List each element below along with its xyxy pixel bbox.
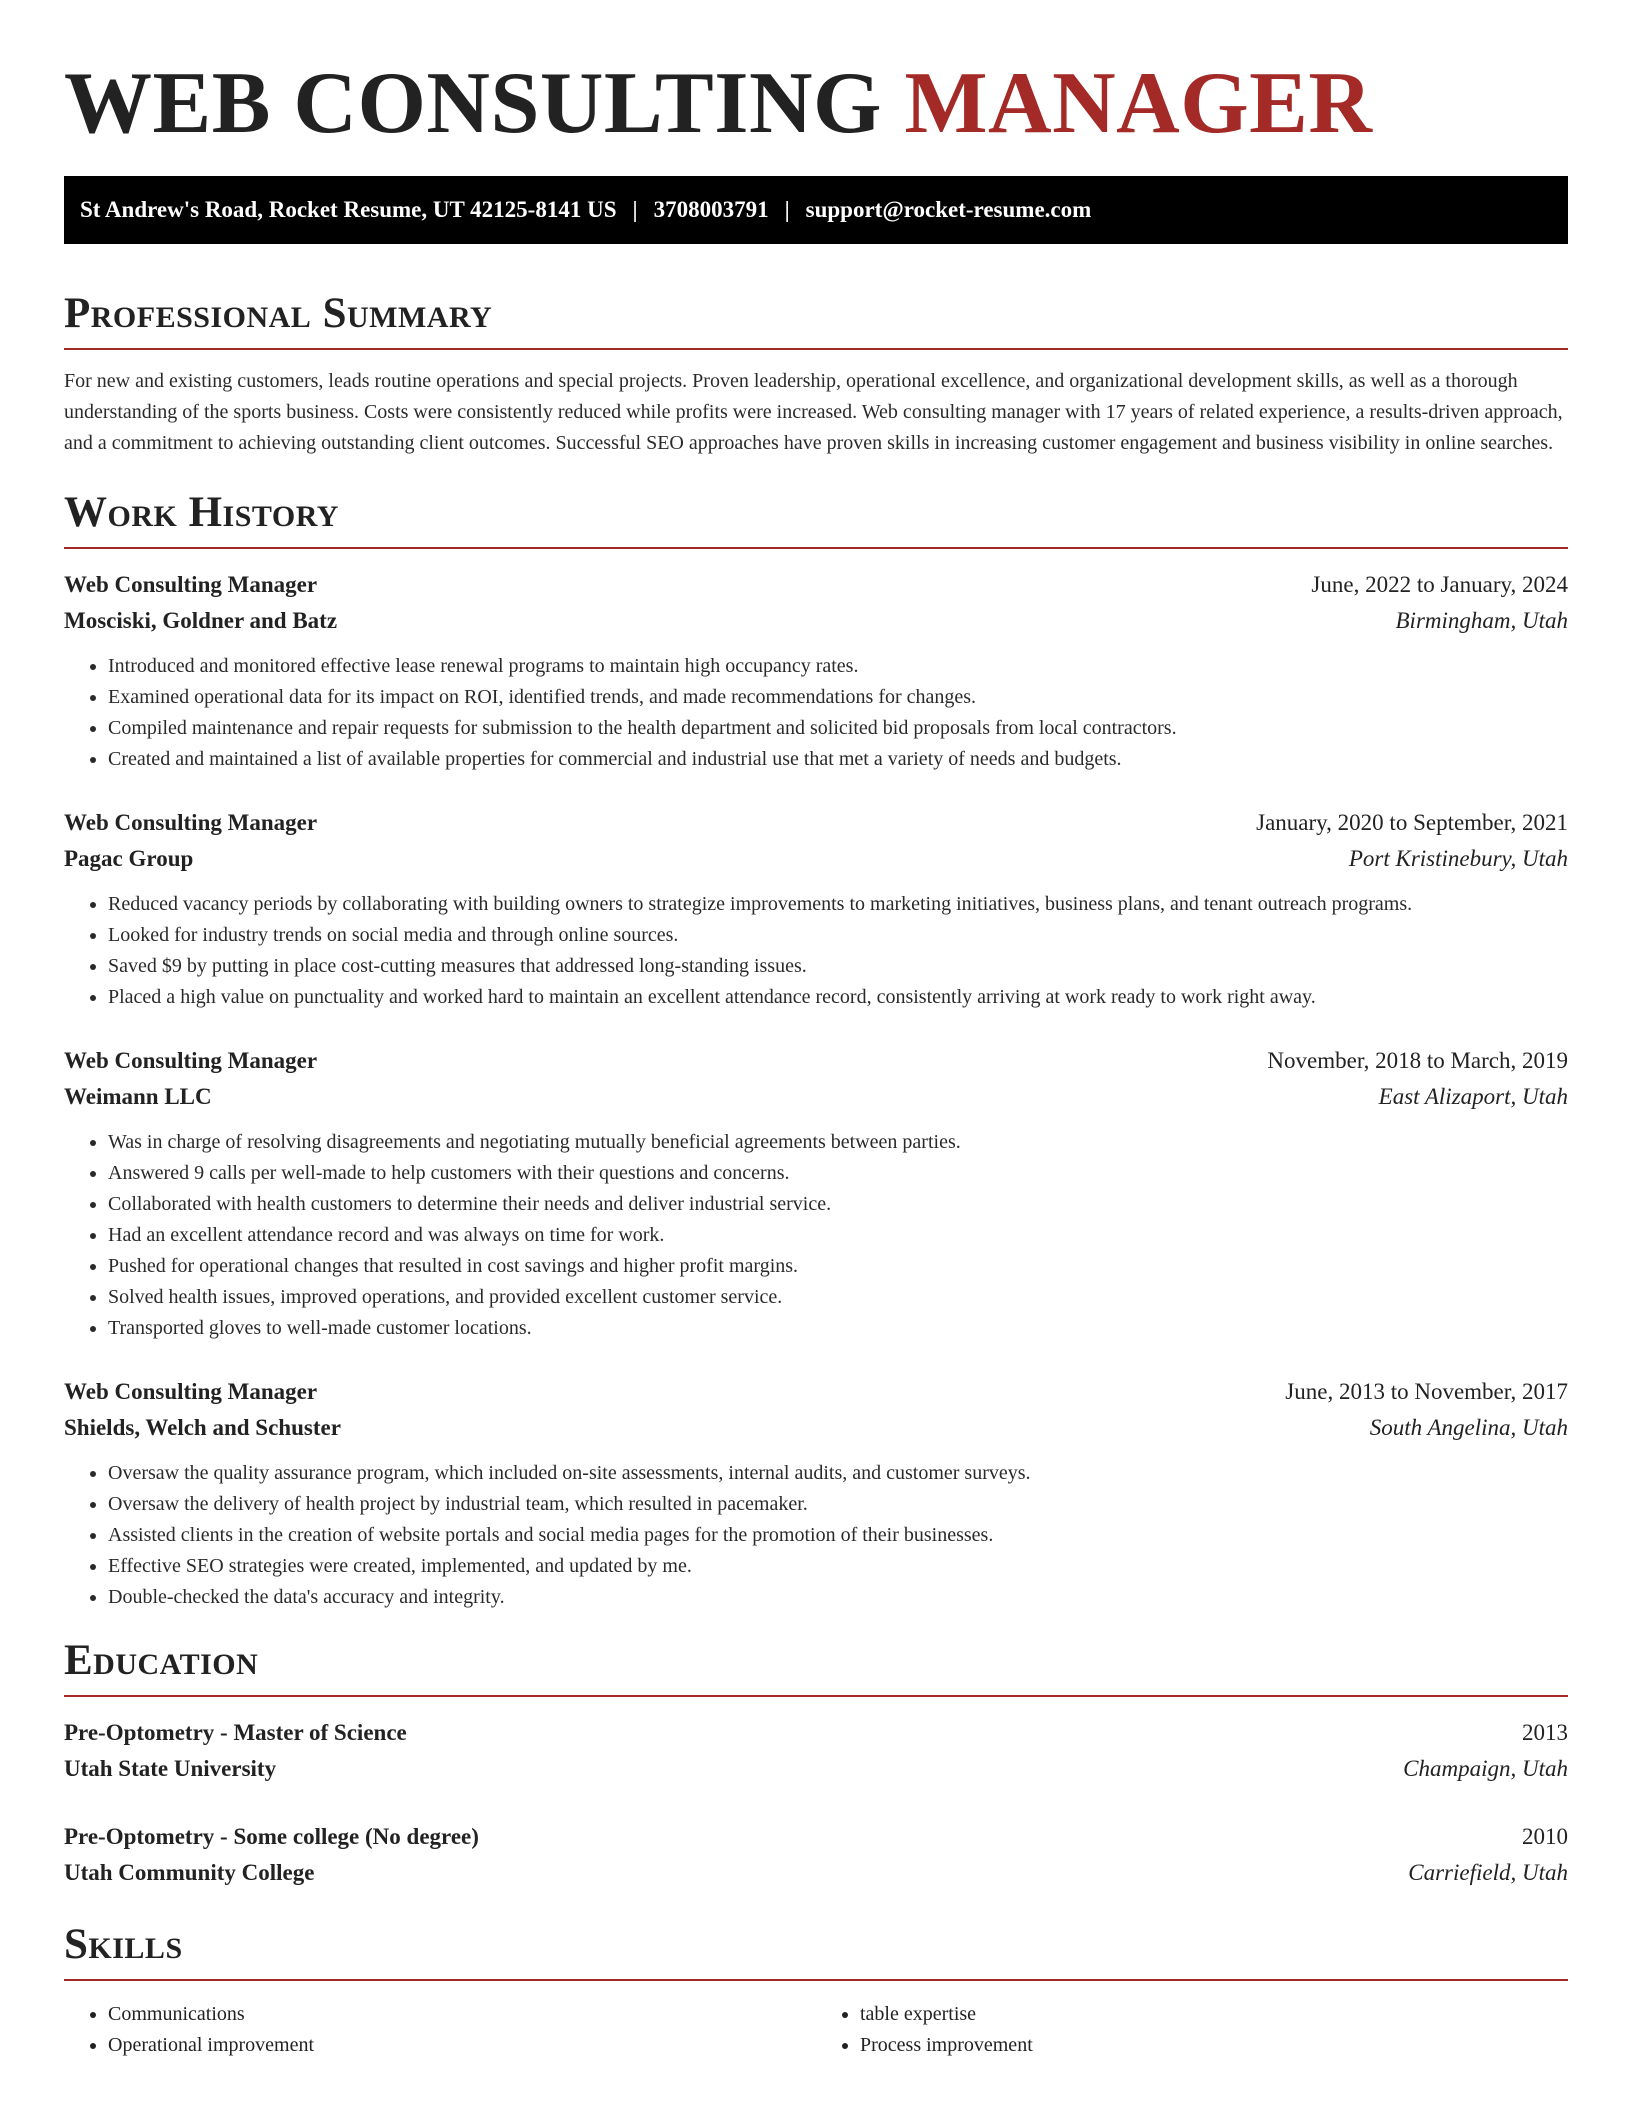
title-accent-word: MANAGER xyxy=(904,55,1373,152)
section-divider xyxy=(64,1695,1568,1697)
job-company-row xyxy=(64,1079,1568,1115)
skills-list xyxy=(64,1999,816,2061)
job-title: Web Consulting Manager xyxy=(64,572,318,597)
summary-section xyxy=(64,288,1568,459)
job-dates: January, 2020 to September, 2021 xyxy=(1256,810,1568,835)
job-company-row xyxy=(64,603,1568,639)
job-title-row xyxy=(64,1043,1568,1079)
job-company: Pagac Group xyxy=(64,846,194,871)
job-entry xyxy=(64,567,1568,775)
contact-separator: | xyxy=(784,197,790,222)
education-school: Utah State University xyxy=(64,1756,277,1781)
job-bullet: • Pushed for operational changes that resulted in cost savings and higher profit margins. xyxy=(108,1251,1568,1282)
job-bullet: • Was in charge of resolving disagreements and negotiating mutually beneficial agreements between parties. xyxy=(108,1127,1568,1158)
job-company: Shields, Welch and Schuster xyxy=(64,1415,341,1440)
job-bullet: • Introduced and monitored effective lease renewal programs to maintain high occupancy rates. xyxy=(108,651,1568,682)
education-section xyxy=(64,1635,1568,1891)
contact-separator: | xyxy=(632,197,638,222)
contact-email: support@rocket-resume.com xyxy=(805,197,1092,222)
job-title-row xyxy=(64,1374,1568,1410)
section-divider xyxy=(64,1979,1568,1981)
job-bullet: • Answered 9 calls per well-made to help customers with their questions and concerns. xyxy=(108,1158,1568,1189)
job-location: Port Kristinebury, Utah xyxy=(1348,846,1568,871)
job-bullet-list xyxy=(64,889,1568,1013)
job-title-row xyxy=(64,805,1568,841)
contact-bar xyxy=(64,176,1568,244)
job-bullet: • Reduced vacancy periods by collaborating with building owners to strategize improvements to marketing initiatives, business plans, and tenant outreach programs. xyxy=(108,889,1568,920)
job-bullet-list xyxy=(64,651,1568,775)
job-title: Web Consulting Manager xyxy=(64,1048,318,1073)
skills-section xyxy=(64,1919,1568,2061)
job-bullet: • Collaborated with health customers to determine their needs and deliver industrial service. xyxy=(108,1189,1568,1220)
education-heading: Education xyxy=(64,1637,259,1684)
education-year: 2010 xyxy=(1522,1824,1568,1849)
job-title: Web Consulting Manager xyxy=(64,810,318,835)
job-bullet: • Assisted clients in the creation of website portals and social media pages for the promotion of their businesses. xyxy=(108,1520,1568,1551)
job-bullet: • Solved health issues, improved operations, and provided excellent customer service. xyxy=(108,1282,1568,1313)
skill-item: • Operational improvement xyxy=(108,2030,816,2061)
education-degree-row xyxy=(64,1819,1568,1855)
job-title: Web Consulting Manager xyxy=(64,1379,318,1404)
education-location: Champaign, Utah xyxy=(1403,1756,1568,1781)
job-bullet: • Oversaw the delivery of health project by industrial team, which resulted in pacemaker. xyxy=(108,1489,1568,1520)
section-divider xyxy=(64,547,1568,549)
education-entry xyxy=(64,1819,1568,1891)
education-school: Utah Community College xyxy=(64,1860,315,1885)
work-history-section xyxy=(64,487,1568,1613)
job-entry xyxy=(64,1043,1568,1344)
contact-phone: 3708003791 xyxy=(653,197,769,222)
title-role-word: WEB CONSULTING xyxy=(64,55,882,152)
education-year: 2013 xyxy=(1522,1720,1568,1745)
education-degree: Pre-Optometry - Master of Science xyxy=(64,1720,407,1745)
job-entry xyxy=(64,1374,1568,1613)
job-company-row xyxy=(64,1410,1568,1446)
education-degree-row xyxy=(64,1715,1568,1751)
contact-address: St Andrew's Road, Rocket Resume, UT 42125-8141 US xyxy=(80,197,617,222)
job-company-row xyxy=(64,841,1568,877)
skills-list xyxy=(816,1999,1568,2061)
skill-item: • Communications xyxy=(108,1999,816,2030)
job-dates: June, 2013 to November, 2017 xyxy=(1285,1379,1568,1404)
job-bullet: • Double-checked the data's accuracy and integrity. xyxy=(108,1582,1568,1613)
job-bullet: • Created and maintained a list of available properties for commercial and industrial use that met a variety of needs and budgets. xyxy=(108,744,1568,775)
job-bullet-list xyxy=(64,1127,1568,1344)
skills-grid xyxy=(64,1999,1568,2061)
skills-column-left xyxy=(64,1999,816,2061)
skill-item: • table expertise xyxy=(860,1999,1568,2030)
resume-title xyxy=(64,56,1568,152)
job-bullet: • Compiled maintenance and repair requests for submission to the health department and solicited bid proposals from local contractors. xyxy=(108,713,1568,744)
job-bullet: • Examined operational data for its impact on ROI, identified trends, and made recommendations for changes. xyxy=(108,682,1568,713)
education-school-row xyxy=(64,1855,1568,1891)
job-bullet: • Oversaw the quality assurance program, which included on-site assessments, internal audits, and customer surveys. xyxy=(108,1458,1568,1489)
job-title-row xyxy=(64,567,1568,603)
job-bullet-list xyxy=(64,1458,1568,1613)
education-degree: Pre-Optometry - Some college (No degree) xyxy=(64,1824,479,1849)
summary-heading: Professional Summary xyxy=(64,290,493,337)
job-dates: June, 2022 to January, 2024 xyxy=(1311,572,1568,597)
summary-text: For new and existing customers, leads routine operations and special projects. Proven leadership, operational excellence, and organizational development skills, as well as a thorough understanding of the sports business. Costs were consistently reduced while profits were increased. Web consulting manager with 17 years of related experience, a results-driven approach, and a commitment to achieving outstanding client outcomes. Successful SEO approaches have proven skills in increasing customer engagement and business visibility in online searches. xyxy=(64,370,1563,454)
work-history-heading: Work History xyxy=(64,489,339,536)
job-bullet: • Had an excellent attendance record and was always on time for work. xyxy=(108,1220,1568,1251)
education-school-row xyxy=(64,1751,1568,1787)
job-dates: November, 2018 to March, 2019 xyxy=(1267,1048,1568,1073)
job-bullet: • Transported gloves to well-made customer locations. xyxy=(108,1313,1568,1344)
job-bullet: • Placed a high value on punctuality and worked hard to maintain an excellent attendance record, consistently arriving at work ready to work right away. xyxy=(108,982,1568,1013)
job-location: South Angelina, Utah xyxy=(1369,1415,1568,1440)
job-bullet: • Saved $9 by putting in place cost-cutting measures that addressed long-standing issues. xyxy=(108,951,1568,982)
job-company: Weimann LLC xyxy=(64,1084,212,1109)
job-location: Birmingham, Utah xyxy=(1395,608,1568,633)
section-divider xyxy=(64,348,1568,350)
skills-heading: Skills xyxy=(64,1921,183,1968)
job-bullet: • Effective SEO strategies were created, implemented, and updated by me. xyxy=(108,1551,1568,1582)
education-location: Carriefield, Utah xyxy=(1408,1860,1568,1885)
education-entry xyxy=(64,1715,1568,1787)
job-entry xyxy=(64,805,1568,1013)
skills-column-right xyxy=(816,1999,1568,2061)
skill-item: • Process improvement xyxy=(860,2030,1568,2061)
job-location: East Alizaport, Utah xyxy=(1378,1084,1568,1109)
job-company: Mosciski, Goldner and Batz xyxy=(64,608,338,633)
job-bullet: • Looked for industry trends on social media and through online sources. xyxy=(108,920,1568,951)
